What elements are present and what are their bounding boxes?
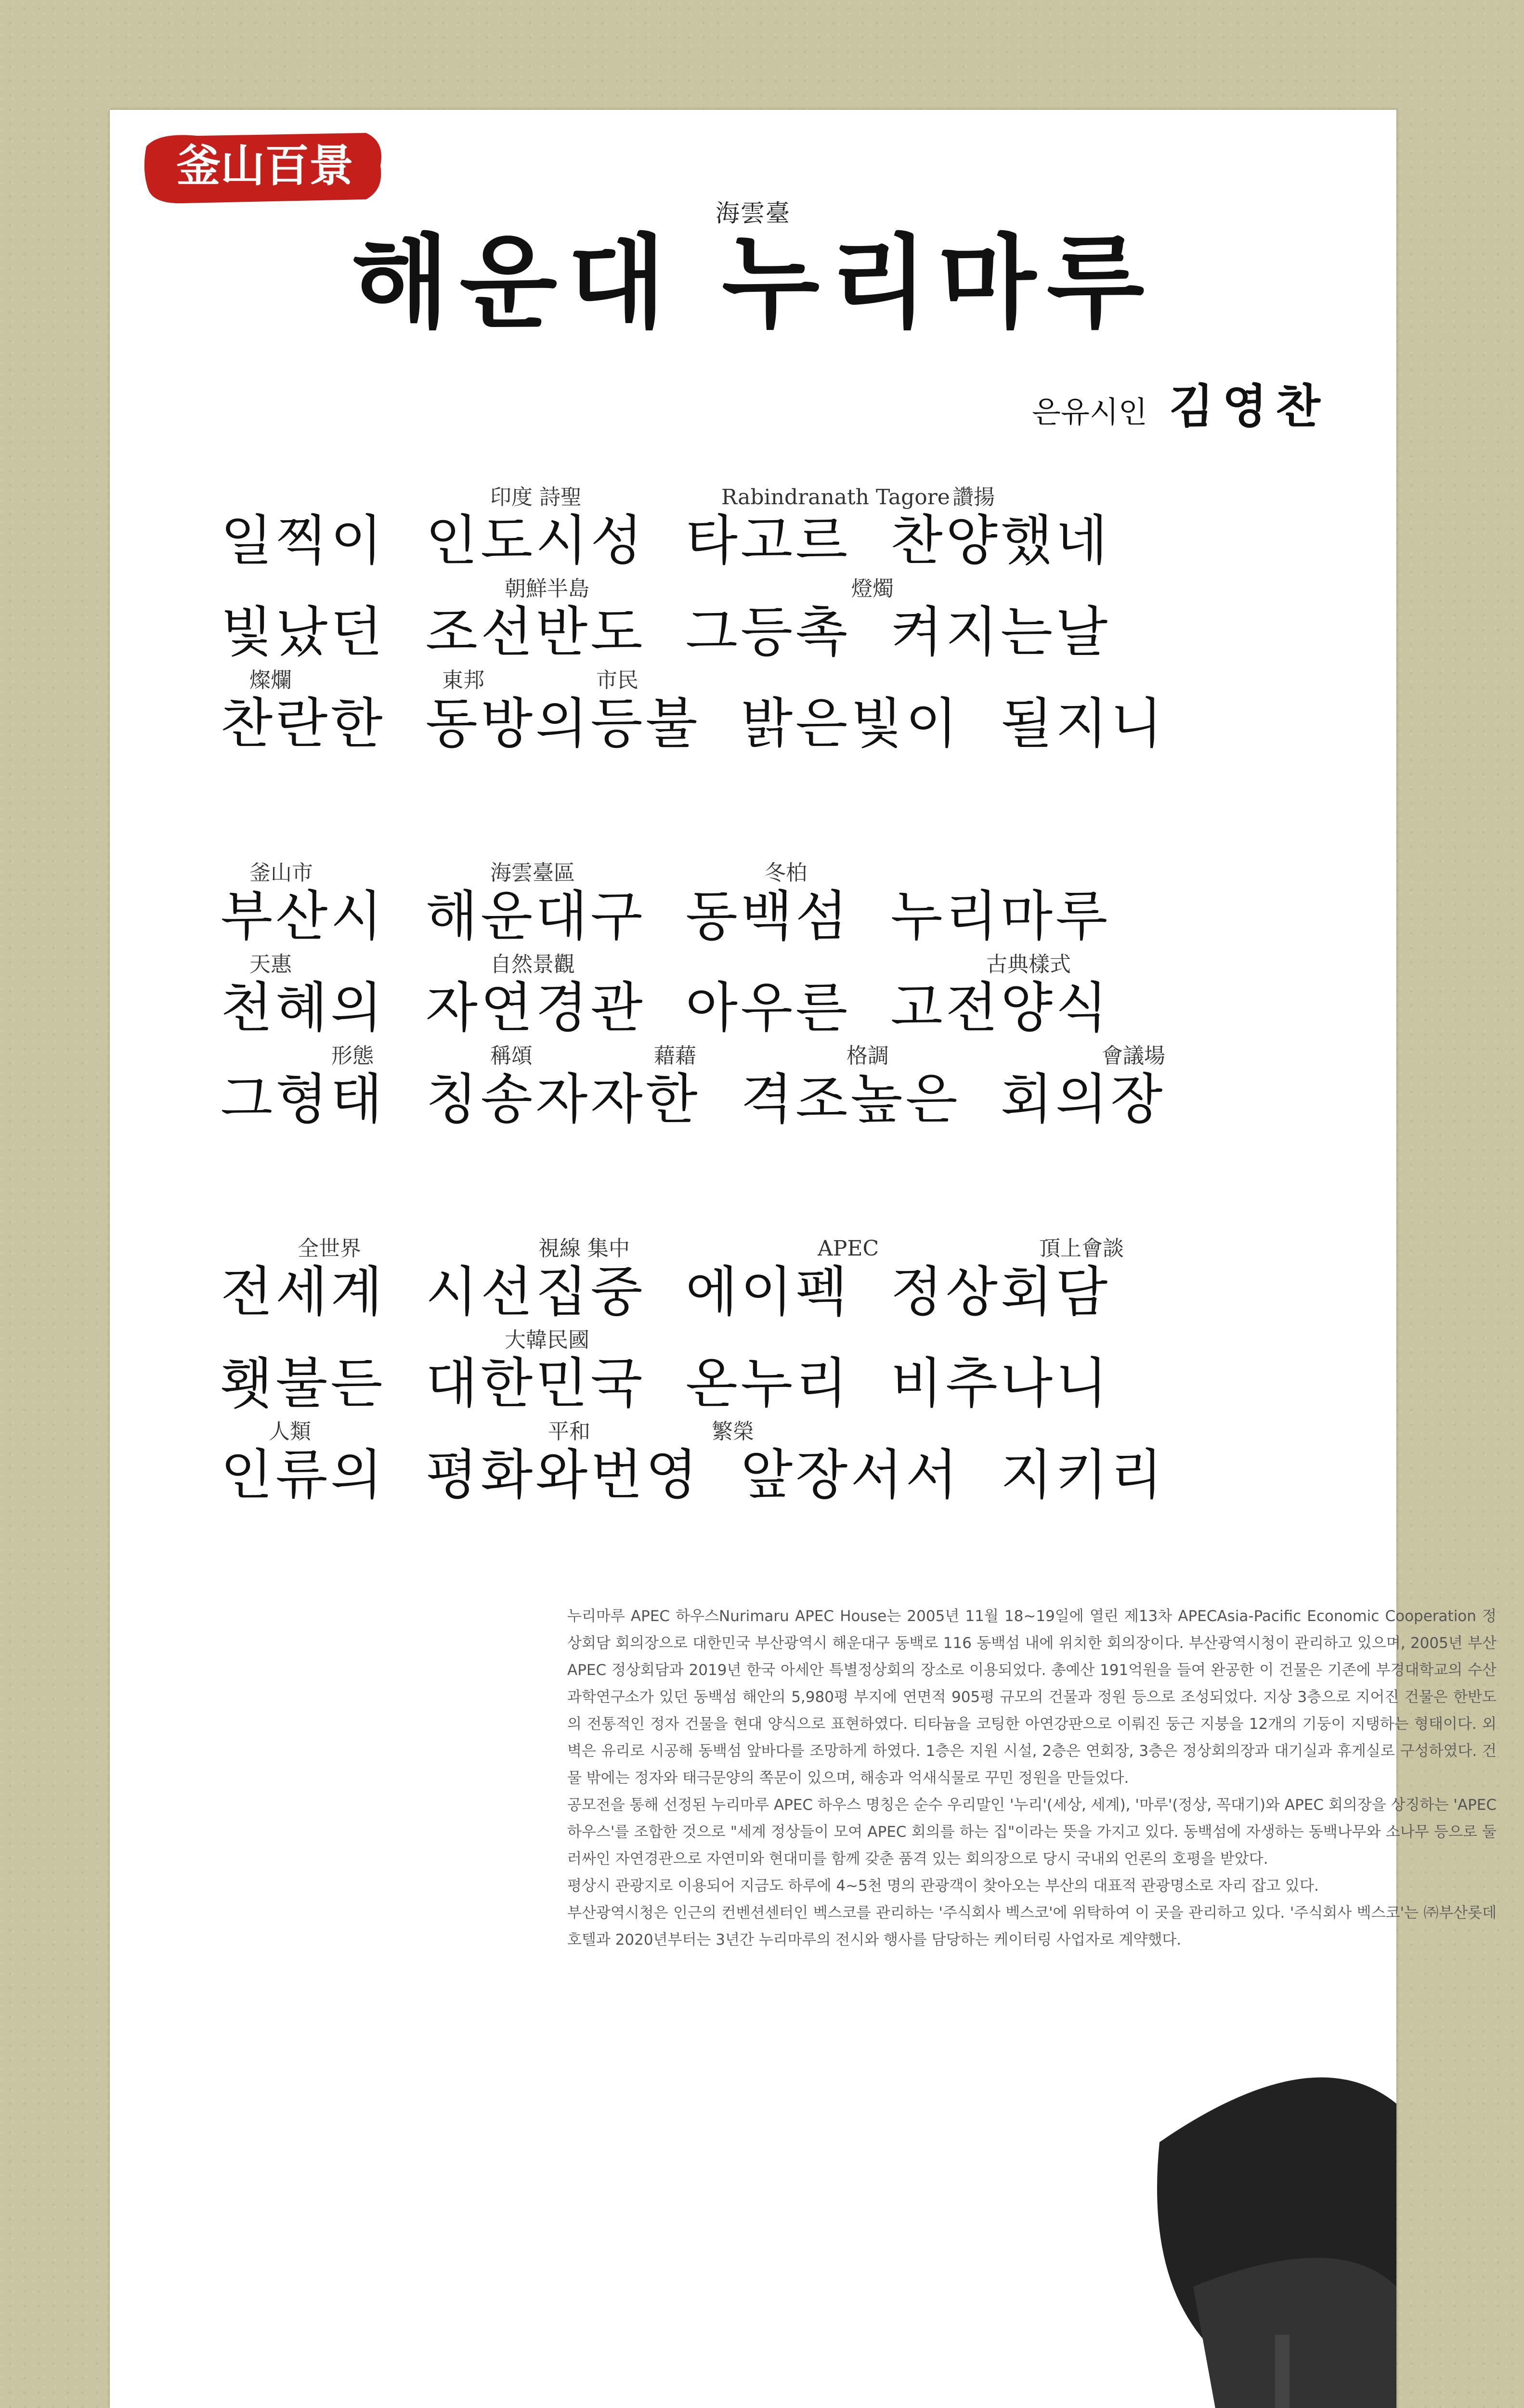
note-paragraph: 누리마루 APEC 하우스Nurimaru APEC House는 2005년 11월 18~19일에 열린 제13차 APECAsia-Pacific Economic Cooperation 정상회담 회의장으로 대한민국 부산광역시 해운대구 동백로 116 동백섬 내에 위치한 회의장이다. 부산광역시청이 관리하고 있으며, 2005년 부산 APEC 정상회담과 2019년 한국 아세안 특별정상회의 장소로 이용되었다. 총예산 191억원을 들여 완공한 이 건물은 기존에 부경대학교의 수산과학연구소가 있던 동백섬 해안의 5,980평 부지에 연면적 905평 규모의 건물과 정원 등으로 조성되었다. 지상 3층으로 지어진 건물은 한반도의 전통적인 정자 건물을 현대 양식으로 표현하였다. 티타늄을 코팅한 아연강판으로 이뤄진 둥근 지붕을 12개의 기둥이 지탱하는 형태이다. 외벽은 유리로 시공해 동백섬 앞바다를 조망하게 하였다. 1층은 지원 시설, 2층은 연회장, 3층은 정상회의장과 대기실과 휴게실로 구성하였다. 건물 밖에는 정자와 태극문양의 쪽문이 있으며, 해송과 억새식물로 꾸민 정원을 만들었다. [567, 1608, 1497, 1787]
poem-line [221, 668, 1328, 760]
stanza-3 [221, 1237, 1328, 1511]
poem-line [221, 1044, 1328, 1136]
ruby-note: Rabindranath Tagore [721, 485, 950, 510]
nurimaru-ink-drawing [110, 2046, 1396, 2408]
author-line [1032, 370, 1329, 436]
verse-text: 빛났던 조선반도 그등촉 켜지는날 [221, 601, 1111, 664]
poem-line [221, 1237, 1328, 1328]
ruby-note: 大韓民國 [505, 1328, 589, 1352]
ruby-note: 形態 [331, 1044, 374, 1068]
ruby-note: 燦爛 [249, 668, 292, 693]
ruby-note: 會議場 [1102, 1044, 1165, 1068]
ruby-note: 東邦 [442, 668, 484, 693]
pine-trees [977, 2078, 1396, 2408]
verse-text: 부산시 해운대구 동백섬 누리마루 [221, 885, 1111, 948]
ruby-note: 格調 [847, 1044, 889, 1068]
ruby-note: 市民 [596, 668, 638, 693]
note-paragraph: 공모전을 통해 선정된 누리마루 APEC 하우스 명칭은 순수 우리말인 '누리'(세상, 세계), '마루'(정상, 꼭대기)와 APEC 회의장을 상징하는 'APEC 하우스'를 조합한 것으로 "세계 정상들이 모여 APEC 회의를 하는 집"이라는 뜻을 가지고 있다. 동백섬에 자생하는 동백나무와 소나무 등으로 둘러싸인 자연경관으로 자연미와 현대미를 함께 갖춘 품격 있는 회의장으로 당시 국내외 언론의 호평을 받았다. [567, 1796, 1497, 1868]
poem-line [221, 1328, 1328, 1420]
verse-text: 전세계 시선집중 에이펙 정상회담 [221, 1261, 1111, 1323]
note-paragraph: 부산광역시청은 인근의 컨벤션센터인 벡스코를 관리하는 '주식회사 벡스코'에 위탁하여 이 곳을 관리하고 있다. '주식회사 벡스코'는 ㈜부산롯데호텔과 2020년부터는 3년간 누리마루의 전시와 행사를 담당하는 케이터링 사업자로 계약했다. [567, 1904, 1497, 1949]
ruby-note: 朝鮮半島 [505, 576, 589, 601]
verse-text: 천혜의 자연경관 아우른 고전양식 [221, 977, 1111, 1039]
busan-100-scenes-logo [140, 127, 390, 208]
stanza-2 [221, 861, 1328, 1136]
logo-text: 釜山百景 [176, 140, 354, 192]
verse-text: 일찍이 인도시성 타고르 찬양했네 [221, 510, 1111, 572]
ruby-note: 讚揚 [952, 485, 995, 510]
ruby-note: 釜山市 [249, 861, 313, 885]
ruby-note: 海雲臺區 [490, 861, 575, 885]
ruby-note: 古典樣式 [986, 952, 1071, 977]
ruby-note: 繁榮 [712, 1419, 754, 1444]
poem-line [221, 577, 1328, 668]
ruby-note: APEC [818, 1236, 879, 1261]
verse-text: 그형태 칭송자자한 격조높은 회의장 [221, 1068, 1166, 1131]
title-block [110, 196, 1396, 342]
stanza-1 [221, 485, 1328, 760]
ruby-note: 全世界 [298, 1236, 361, 1261]
page-title: 해운대 누리마루 [351, 224, 1155, 342]
ruby-note: 藉藉 [654, 1044, 696, 1068]
ruby-note: 稱頌 [490, 1044, 533, 1068]
ruby-note: 人類 [269, 1419, 311, 1444]
ruby-note: 自然景觀 [490, 952, 575, 977]
ruby-note: 平和 [548, 1419, 590, 1444]
note-paragraph: 평상시 관광지로 이용되어 지금도 하루에 4~5천 명의 관광객이 찾아오는 부산의 대표적 관광명소로 자리 잡고 있다. [567, 1877, 1319, 1895]
poem-line [221, 861, 1328, 953]
poem-line [221, 953, 1328, 1044]
title-hanja: 海雲臺 [716, 199, 791, 227]
poster-paper [110, 110, 1497, 2408]
verse-text: 찬란한 동방의등불 밝은빛이 될지니 [221, 693, 1166, 755]
verse-text: 인류의 평화와번영 앞장서서 지키리 [221, 1444, 1166, 1506]
ruby-note: 燈燭 [851, 576, 894, 601]
author-name: 김영찬 [1169, 380, 1329, 433]
ruby-note: 冬柏 [765, 861, 807, 885]
ruby-note: 天惠 [249, 952, 292, 977]
ruby-note: 頂上會談 [1039, 1236, 1124, 1261]
ruby-note: 視線 集中 [538, 1236, 630, 1261]
verse-text: 횃불든 대한민국 온누리 비추나니 [221, 1352, 1111, 1415]
ruby-note: 印度 詩聖 [490, 485, 582, 510]
poem-line [221, 485, 1328, 577]
poem-line [221, 1420, 1328, 1511]
explanatory-notes [567, 1603, 1497, 1953]
author-role: 은유시인 [1032, 394, 1147, 430]
